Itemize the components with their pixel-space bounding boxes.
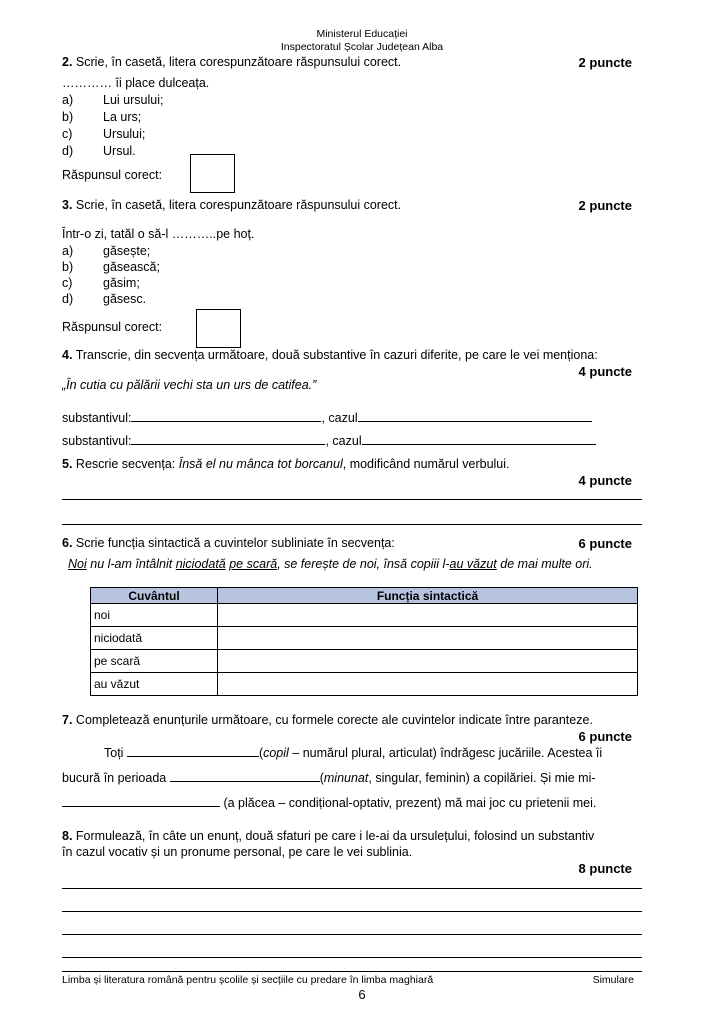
q2-answer-label: Răspunsul corect: xyxy=(62,168,163,182)
q4-noun-label: substantivul: xyxy=(62,411,132,425)
q2-points: 2 puncte xyxy=(578,55,632,70)
q3-answer-label: Răspunsul corect: xyxy=(62,320,163,334)
q3-option-text: găsește; xyxy=(103,244,151,258)
q4-case-blank[interactable] xyxy=(358,411,592,422)
q7-blank-copil[interactable] xyxy=(127,746,259,757)
table-row xyxy=(91,604,638,627)
q5-points: 4 puncte xyxy=(578,473,632,488)
q2-instruction: 2. Scrie, în casetă, litera corespunzătoare răspunsului corect. xyxy=(62,55,402,69)
q2-sentence: ………… îi place dulceața. xyxy=(62,76,210,90)
q3-sentence: Într-o zi, tatăl o să-l ………..pe hoț. xyxy=(62,227,255,241)
table-row xyxy=(91,627,638,650)
table-cell-answer[interactable] xyxy=(218,627,638,650)
q2-option-letter: c) xyxy=(62,127,73,141)
q3-option-text: găsim; xyxy=(103,276,140,290)
table-row xyxy=(91,673,638,696)
q2-option-letter: d) xyxy=(62,144,74,158)
q5-instruction: 5. Rescrie secvența: Însă el nu mânca tot borcanul, modificând numărul verbului. xyxy=(62,457,510,471)
q2-option-text: La urs; xyxy=(103,110,142,124)
q3-option-letter: d) xyxy=(62,292,74,306)
q4-points: 4 puncte xyxy=(578,364,632,379)
q5-answer-line[interactable] xyxy=(62,524,642,525)
q4-instruction: 4. Transcrie, din secvența următoare, două substantive în cazuri diferite, pe care le vei menționa: xyxy=(62,348,598,362)
footer-simulare: Simulare xyxy=(592,974,634,986)
table-cell-word: pe scară xyxy=(91,650,218,673)
header-inspectorate: Inspectoratul Școlar Județean Alba xyxy=(280,41,444,53)
table-header-function: Funcția sintactică xyxy=(218,588,638,604)
q8-answer-line[interactable] xyxy=(62,911,642,912)
header-ministry: Ministerul Educației xyxy=(316,28,408,40)
q7-line-2: bucură în perioada (minunat, singular, feminin) a copilăriei. Și mie mi- xyxy=(62,771,596,785)
q2-option-text: Lui ursului; xyxy=(103,93,164,107)
q3-points: 2 puncte xyxy=(578,198,632,213)
q8-answer-line[interactable] xyxy=(62,957,642,958)
q4-case-label: , cazul xyxy=(321,411,358,425)
q7-line-3: (a plăcea – condițional-optativ, prezent) mă mai joc cu prietenii mei. xyxy=(62,796,596,810)
q2-option-text: Ursul. xyxy=(103,144,136,158)
q4-case-blank[interactable] xyxy=(362,434,596,445)
q8-points: 8 puncte xyxy=(578,861,632,876)
q8-answer-line[interactable] xyxy=(62,934,642,935)
q7-blank-minunat[interactable] xyxy=(170,771,320,782)
q7-instruction: 7. Completează enunțurile următoare, cu formele corecte ale cuvintelor indicate între paranteze. xyxy=(62,713,593,727)
q4-case-label: , cazul xyxy=(325,434,362,448)
q2-option-text: Ursului; xyxy=(103,127,146,141)
table-cell-word: noi xyxy=(91,604,218,627)
q5-answer-line[interactable] xyxy=(62,499,642,500)
q7-points: 6 puncte xyxy=(578,729,632,744)
q4-answer-line-1 xyxy=(62,411,592,425)
q6-instruction: 6. Scrie funcția sintactică a cuvintelor subliniate în secvența: xyxy=(62,536,395,550)
q4-answer-line-2 xyxy=(62,434,596,448)
q4-noun-label: substantivul: xyxy=(62,434,132,448)
q2-option-letter: b) xyxy=(62,110,74,124)
q2-option-letter: a) xyxy=(62,93,74,107)
q4-quote: „În cutia cu pălării vechi sta un urs de catifea.” xyxy=(62,378,317,392)
table-cell-word: au văzut xyxy=(91,673,218,696)
q3-option-text: găsesc. xyxy=(103,292,147,306)
footer-divider xyxy=(62,971,642,972)
q6-table xyxy=(90,587,638,696)
table-cell-answer[interactable] xyxy=(218,604,638,627)
q3-answer-box[interactable] xyxy=(196,309,241,348)
q7-line-1: Toți (copil – numărul plural, articulat) îndrăgesc jucăriile. Acestea îi xyxy=(104,746,603,760)
q2-answer-box[interactable] xyxy=(190,154,235,193)
q4-noun-blank[interactable] xyxy=(131,434,325,445)
table-cell-answer[interactable] xyxy=(218,673,638,696)
q3-option-letter: a) xyxy=(62,244,74,258)
q6-sentence: Noi nu l-am întâlnit niciodată pe scară, se ferește de noi, însă copiii l-au văzut de mai multe ori. xyxy=(68,557,593,571)
page-number: 6 xyxy=(358,987,366,1002)
q6-points: 6 puncte xyxy=(578,536,632,551)
q7-blank-placea[interactable] xyxy=(62,796,220,807)
q8-instruction: 8. Formulează, în câte un enunț, două sfaturi pe care i le-ai da ursulețului, folosind un substantiv xyxy=(62,829,595,843)
q3-option-letter: c) xyxy=(62,276,73,290)
table-cell-answer[interactable] xyxy=(218,650,638,673)
table-row xyxy=(91,650,638,673)
q8-answer-line[interactable] xyxy=(62,888,642,889)
q4-noun-blank[interactable] xyxy=(131,411,321,422)
table-header-word: Cuvântul xyxy=(91,588,218,604)
q8-instruction-cont: în cazul vocativ și un pronume personal, pe care le vei sublinia. xyxy=(62,845,413,859)
footer-subject: Limba și literatura română pentru școlile și secțiile cu predare în limba maghiară xyxy=(62,974,434,986)
table-cell-word: niciodată xyxy=(91,627,218,650)
q3-instruction: 3. Scrie, în casetă, litera corespunzătoare răspunsului corect. xyxy=(62,198,402,212)
q3-option-letter: b) xyxy=(62,260,74,274)
q3-option-text: găsească; xyxy=(103,260,160,274)
